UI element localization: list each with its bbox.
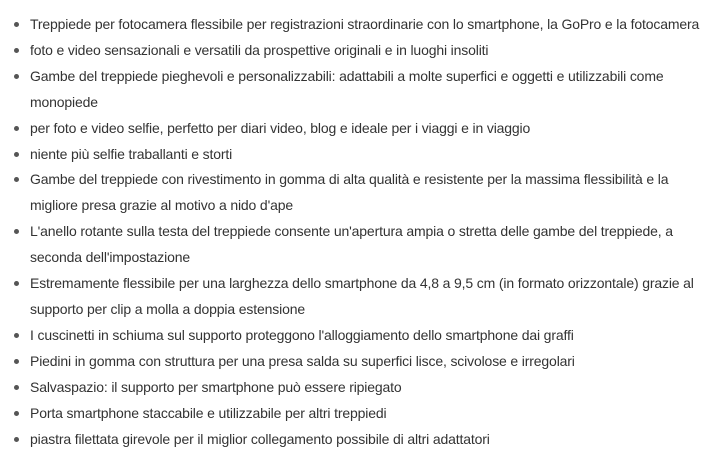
- list-item: [14, 349, 714, 375]
- bullet-icon: [14, 48, 19, 53]
- list-item: [14, 38, 714, 64]
- list-item: [14, 64, 714, 116]
- bullet-icon: [14, 126, 19, 131]
- feature-text: per foto e video selfie, perfetto per diari video, blog e ideale per i viaggi e in viaggio: [30, 119, 531, 136]
- feature-text: I cuscinetti in schiuma sul supporto proteggono l'alloggiamento dello smartphone dai graffi: [30, 326, 574, 343]
- bullet-icon: [14, 22, 19, 27]
- bullet-icon: [14, 411, 19, 416]
- feature-text: foto e video sensazionali e versatili da prospettive originali e in luoghi insoliti: [30, 41, 489, 58]
- list-item: [14, 142, 714, 168]
- bullet-icon: [14, 74, 19, 79]
- bullet-icon: [14, 177, 19, 182]
- list-item: [14, 116, 714, 142]
- feature-text: Porta smartphone staccabile e utilizzabile per altri treppiedi: [30, 404, 387, 421]
- bullet-icon: [14, 359, 19, 364]
- feature-text: niente più selfie traballanti e storti: [30, 145, 233, 162]
- list-item: [14, 323, 714, 349]
- feature-text: Estremamente flessibile per una larghezza dello smartphone da 4,8 a 9,5 cm (in formato orizzontale) grazie al supporto per clip a molla a doppia estensione: [30, 275, 694, 317]
- feature-text: Salvaspazio: il supporto per smartphone può essere ripiegato: [30, 378, 402, 395]
- bullet-icon: [14, 437, 19, 442]
- bullet-icon: [14, 281, 19, 286]
- feature-text: piastra filettata girevole per il miglior collegamento possibile di altri adattatori: [30, 430, 490, 447]
- bullet-icon: [14, 152, 19, 157]
- list-item: [14, 219, 714, 271]
- list-item: [14, 12, 714, 38]
- feature-text: Gambe del treppiede pieghevoli e personalizzabili: adattabili a molte superfici e oggetti e utilizzabili come monopiede: [30, 67, 664, 110]
- bullet-icon: [14, 333, 19, 338]
- bullet-icon: [14, 229, 19, 234]
- feature-text: Treppiede per fotocamera flessibile per registrazioni straordinarie con lo smartphone, la GoPro e la fotocamera: [30, 16, 700, 32]
- list-item: [14, 375, 714, 401]
- bullet-icon: [14, 385, 19, 390]
- list-item: [14, 427, 714, 453]
- feature-text: Gambe del treppiede con rivestimento in gomma di alta qualità e resistente per la massima flessibilità e la migliore presa grazie al motivo a nido d'ape: [30, 171, 669, 214]
- feature-text: L'anello rotante sulla testa del treppiede consente un'apertura ampia o stretta delle gambe del treppiede, a seconda dell'impostazione: [30, 223, 673, 266]
- list-item: [14, 167, 714, 219]
- feature-text: Piedini in gomma con struttura per una presa salda su superfici lisce, scivolose e irregolari: [30, 352, 575, 369]
- list-item: [14, 401, 714, 427]
- list-item: [14, 271, 714, 323]
